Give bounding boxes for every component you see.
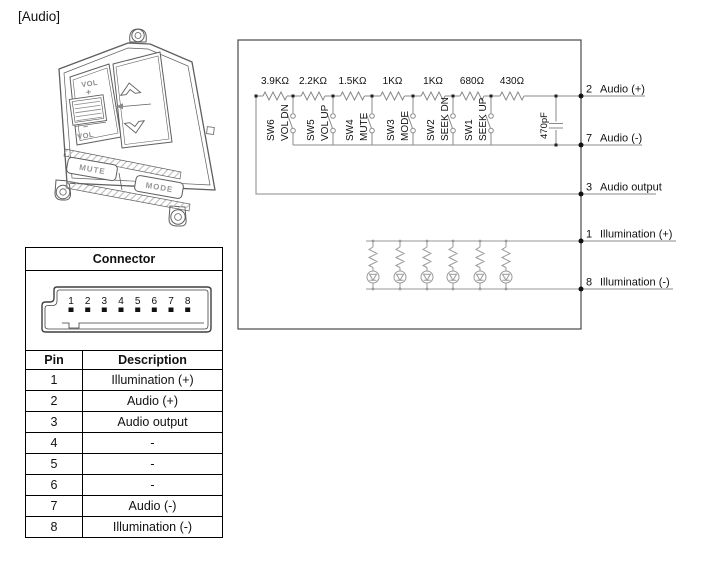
pin-cell: 3: [50, 415, 58, 429]
capacitor-value: 470pF: [539, 112, 550, 139]
pin-number: 2: [586, 83, 593, 96]
switch-name: SW3: [386, 119, 397, 141]
pin-label: Audio (+): [600, 83, 645, 96]
pin-number: 3: [586, 181, 593, 194]
description-cell: Illumination (-): [82, 517, 222, 537]
switch-action: SEEK UP: [478, 97, 489, 141]
table-row: [26, 453, 222, 474]
switch-action: VOL UP: [320, 104, 331, 141]
audio-section-label: [Audio]: [18, 9, 61, 24]
mute-button-label: MUTE: [78, 162, 107, 177]
vol-plus-sign: +: [85, 86, 92, 98]
description-cell: Illumination (+): [82, 370, 222, 390]
pin-cell: 5: [50, 457, 58, 471]
table-row: [26, 516, 222, 537]
description-column-header: Description: [82, 351, 222, 369]
pin-label: Illumination (-): [600, 276, 670, 289]
capacitor-symbol: [549, 96, 563, 145]
audio-circuit-diagram: [235, 35, 701, 335]
table-row: [26, 495, 222, 516]
switch-action: MODE: [400, 111, 411, 141]
resistor-value: 680Ω: [459, 76, 485, 87]
mode-button-label: MODE: [144, 180, 175, 195]
switch-name: SW1: [464, 119, 475, 141]
pin-label: Audio (-): [600, 132, 643, 145]
pin-column-header: Pin: [44, 353, 64, 367]
connector-panel: [25, 247, 223, 538]
pin-cell: 1: [50, 373, 58, 387]
connector-pin-number: 1: [68, 296, 74, 307]
description-cell: Audio (+): [82, 391, 222, 411]
vol-minus-sign: –: [82, 120, 89, 132]
resistor-value: 3.9KΩ: [260, 76, 290, 87]
resistor-value: 1KΩ: [423, 76, 443, 87]
pin-label: Audio output: [600, 181, 662, 194]
pin-number: 1: [586, 228, 593, 241]
table-row: [26, 432, 222, 453]
circuit-boundary-box: [238, 40, 581, 329]
description-cell: -: [82, 454, 222, 474]
switch-name: SW2: [426, 119, 437, 141]
illumination-resistor-symbols: [369, 247, 510, 268]
pin-cell: 7: [50, 499, 58, 513]
pin-cell: 6: [50, 478, 58, 492]
pin-description-table: [26, 351, 222, 537]
resistor-value: 1.5KΩ: [338, 76, 367, 87]
description-cell: Audio (-): [82, 496, 222, 516]
pin-cell: 4: [50, 436, 58, 450]
illumination-wires: [366, 240, 581, 290]
connector-pin-number: 2: [84, 296, 91, 307]
resistor-value: 2.2KΩ: [298, 76, 328, 87]
switch-name: SW5: [306, 119, 317, 141]
connector-title: Connector: [26, 248, 222, 271]
description-cell: -: [82, 433, 222, 453]
connector-pin-number: 3: [101, 296, 108, 307]
switch-name: SW4: [345, 119, 356, 141]
connector-pin-number: 6: [151, 296, 158, 307]
led-symbols: [367, 271, 512, 283]
side-clip-detail: [207, 127, 215, 135]
switch-action: SEEK DN: [440, 97, 451, 141]
table-row: [26, 369, 222, 390]
vol-down-label: VOL: [76, 129, 95, 142]
connector-pin-number: 4: [118, 296, 124, 307]
pin-number: 7: [586, 132, 593, 145]
resistor-value: 430Ω: [499, 76, 525, 87]
table-row: [26, 474, 222, 495]
description-cell: -: [82, 475, 222, 495]
pin-label: Illumination (+): [600, 228, 673, 241]
table-row: [26, 411, 222, 432]
resistor-value: 1KΩ: [382, 76, 403, 87]
pin-number: 8: [586, 276, 593, 289]
connector-pin-number: 5: [134, 296, 141, 307]
connector-drawing: [26, 271, 222, 351]
pin-cell: 8: [50, 520, 58, 534]
steering-remote-illustration: [40, 28, 240, 243]
vol-up-label: VOL: [80, 77, 99, 90]
table-header-row: [26, 351, 222, 369]
connector-pin-number: 8: [184, 296, 191, 307]
connector-pin-number: 7: [168, 296, 174, 307]
illumination-junctions: [372, 240, 507, 290]
pin-cell: 2: [50, 394, 58, 408]
switch-action: VOL DN: [280, 104, 291, 141]
switch-action: MUTE: [359, 112, 370, 141]
switch-name: SW6: [266, 119, 277, 141]
description-cell: Audio output: [82, 412, 222, 432]
table-row: [26, 390, 222, 411]
